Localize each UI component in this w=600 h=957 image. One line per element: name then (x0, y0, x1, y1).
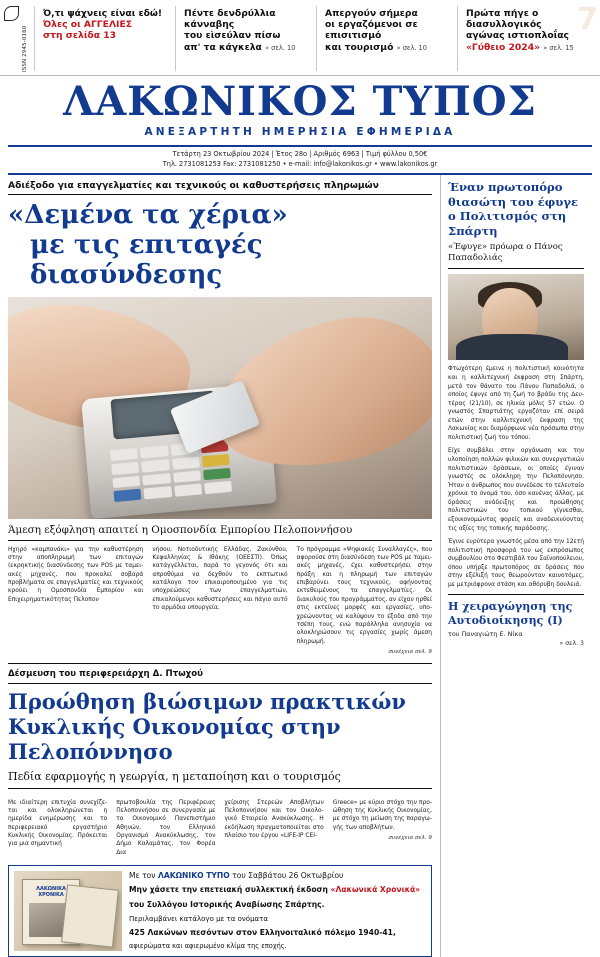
body-columns (0, 175, 600, 957)
teaser-classifieds[interactable] (34, 6, 169, 71)
lead-continue-label[interactable]: συνέχεια σελ. 9 (388, 649, 432, 656)
lead-photo-caption: Άμεση εξόφληση απαιτεί η Ομοσπονδία Εμπορίου Πελοποννήσου (8, 519, 432, 541)
promo-line-1 (129, 871, 426, 881)
second-body-columns (8, 794, 432, 858)
promo-paper-name: ΛΑΚΩΝΙΚΟ ΤΥΠΟ (157, 871, 230, 881)
second-continue-label[interactable]: συνέχεια σελ. 9 (388, 835, 432, 842)
pos-terminal-card-payment-photo (8, 297, 432, 519)
right-foot-headline[interactable]: Η χειραγώγηση της Αυτοδιοίκησης (Ι) (448, 600, 573, 627)
teaser-line-with-ref (466, 42, 586, 53)
book-cover-back (61, 885, 119, 948)
teaser-sailing[interactable] (457, 6, 592, 71)
right-body (448, 365, 584, 589)
masthead-subtitle: ΑΝΕΞΑΡΤΗΤΗ ΗΜΕΡΗΣΙΑ ΕΦΗΜΕΡΙΔΑ (144, 126, 456, 138)
leaf-logo-icon (4, 6, 19, 21)
promo-line2b: «Λακωνικά Χρονικά» (330, 885, 421, 895)
main-column (8, 175, 440, 957)
teaser-line: Πρώτα πήγε ο διασυλλογικός (466, 8, 542, 31)
lead-headline-line1: «Δεμένα τα χέρια» (8, 200, 288, 231)
right-body-p2: Είχε συμβάλει στην οργάνωση και την υλοποίηση πολλών φιλικών και συνεργατικών πολιτιστικών δράσεων, οι οποίες έγιναν γνωστές σε ολόκληρη την Πελοπόννησο. Ήταν ο άνθρωπος που συνέδεσε το τελευταίο χρόνια το όνομά του, όσο κανένας άλλος, με δράσεις ανάδειξης και προώθησης πολιτιστικών του τοπικού γίγνεσθαι, εξοικονομώντας φορείς και αναδεικνύοντας τις αξίες της τοπικής παράδοσης. (448, 448, 584, 532)
page-title: ΛΑΚΩΝΙΚΟΣ ΤΥΠΟΣ (63, 78, 537, 125)
second-body-col-2: πρωτοβουλία της Περιφέρειας Πελοποννήσου σε συνεργασία με το Οικονομικό Πανεπιστήμιο Αθηνών, τον Ελληνικό Οργανισμό Ανακύκλωσης, τον Δήμο Καλαμάτας, τον Φορέα Δια (116, 799, 216, 856)
teaser-line: αγώνας ιστιοπλοΐας (466, 30, 569, 42)
second-kicker: Δέσμευση του περιφερειάρχη Δ. Πτωχού (8, 664, 432, 684)
right-foot-page-ref[interactable]: » σελ. 3 (559, 639, 584, 647)
teaser-line: Απεργούν σήμερα (325, 8, 418, 19)
lead-headline[interactable] (8, 200, 432, 290)
promo-line-5: 425 Λακώνων πεσόντων στον Ελληνοιταλικό πόλεμο 1940-41, (129, 928, 396, 938)
second-body-text: Greece» με κύριο στόχο την προώθηση της Κυκλικής Οικονομίας, με στόχο τη μείωση της παραγωγής των αποβλήτων. (332, 799, 432, 831)
lead-body-col-1: Ηχηρό «καμπανάκι» για την καθυστέρηση στην απoπληρωμή των επιταγών (εκρηκτικής διασύνδεσης των POS με ταμειακές μηχανές, που προκαλεί σοβαρά προβλήματα σε επαγγελματίες και τεχνικούς κρούει η Ομοσπονδία Εμπορίου και Επιχειρηματικότητας Πελοπον (8, 546, 144, 603)
teaser-line: και τουρισμό (325, 41, 394, 53)
lead-body-text: Το πρόγραμμα «Ψηφιακές Συναλλαγές», που αφορούσε στη διασύνδεση των POS με ταμειακές μηχανές, έχει καθυστερήσει στην πράξη και η πληρωμή των επιταγών επιβαρύνει τους τεχνικούς, αφήνοντας εκτεθειμένους τα επαγγελματίες. Οι διακυλούς του προγράμματος, αν είχαν ηρθεί στις εκτείνες μορφές και εργασίες, υποχρεώνοντας να καλύψουν το έξοδα από την τσέπη τους, ενώ παράλληλα ανησυχία να ολοκληρώσουν τις εργασίες χωρίς άμεση πληρωμή. (296, 546, 432, 645)
right-headline[interactable]: Έναν πρωτοπόρο θιασώτη του έφυγε ο Πολιτισμός στη Σπάρτη (448, 180, 579, 238)
teaser-line-with-ref (325, 42, 445, 53)
right-body-p1: Φτωχότερη έμεινε η πολιτιστική κοινότητα και η καλλιτεχνική έκφραση στη Σπάρτη, μετά τον θάνατο του Πάνου Παπαδολιά, ο οποίος έφυγε από τη ζωή το βράδυ της Δευτέρας (21/10), σε ηλικία μόλις 57 ετών. Ο γνωστός Σπαρτιάτης εργαζόταν επί σειρά ετών στην καλλιτεχνική έκφραση της Λακωνίας και διαμόρφωνε νέα πρόσωπα στην πολιτιστική ζωή του τόπου. (448, 366, 584, 441)
second-body-col-3: χείρισης Στερεών Αποβλήτων Πελοποννήσου και τον Οικολογικό Εταιρείο Ανακύκλωσης. Η εκδήλωση πραγματοποιείται στο πλαίσιο του έργου «LIFE-IP CEI- (224, 799, 324, 840)
book-cover-title: ΛΑΚΩΝΙΚΑ ΧΡΟΝΙΚΑ (36, 886, 66, 899)
promo-box[interactable] (8, 865, 432, 957)
lead-headline-line2: με τις επιταγές διασύνδεσης (30, 230, 263, 291)
panos-papadolias-portrait-photo (448, 274, 584, 360)
teaser-red-line: στη σελίδα 13 (43, 30, 117, 42)
promo-line-2 (129, 885, 426, 895)
second-headline[interactable] (8, 689, 432, 765)
second-body-col-4 (333, 799, 432, 858)
promo-text (129, 871, 426, 951)
promo-date: του Σαββάτου 26 Οκτωβρίου (232, 871, 344, 881)
portrait-shoulders-shape (456, 334, 568, 360)
second-headline-line1: Προώθηση βιώσιμων πρακτικών (8, 689, 406, 714)
issue-info-line2: Τηλ. 2731081253 Fax: 2731081250 • e-mail: info@lakonikos.gr • www.lakonikos.gr (162, 159, 438, 168)
right-divider (448, 594, 584, 595)
lakonika-chronika-books-photo (14, 871, 122, 951)
right-column (440, 175, 584, 957)
teaser-red-line: Όλες οι ΑΓΓΕΛΙΕΣ (43, 19, 133, 31)
masthead (0, 76, 600, 140)
lead-body-columns (8, 541, 432, 657)
teaser-page-ref: » σελ. 15 (543, 43, 574, 52)
pos-terminal-keypad (110, 440, 232, 502)
teaser-page-ref: » σελ. 10 (396, 43, 427, 52)
spine-block (4, 4, 32, 74)
promo-line-6: αφιερώματα και αφιερωμένο κλίμα της εποχής. (129, 941, 287, 950)
teaser-page-ref: » σελ. 10 (265, 43, 296, 52)
issue-info-bar (8, 147, 592, 175)
teaser-strike[interactable] (316, 6, 451, 71)
lead-kicker: Αδιέξοδο για επαγγελματίες και τεχνικούς οι καθυστερήσεις πληρωμών (8, 175, 432, 195)
promo-line2a: Μην χάσετε την επετειακή συλλεκτική έκδοση (129, 885, 328, 895)
promo-line-3: του Συλλόγου Ιστορικής Αναβίωσης Σπάρτης. (129, 899, 325, 909)
teaser-line: Ό,τι ψάχνεις είναι εδώ! (43, 8, 163, 19)
teaser-line: του εὶσεύλαν πίσω (184, 30, 281, 42)
lead-body-col-2: νήσου, Νοτιοδυτικής Ελλάδας, Ζακύνθου, Κεφαλληνίας & Ιθάκης (ΟΕΕΣΤΙ). Όπως κατάγγέλλεται, παρά το γεγονός ότι και απροθύμια να δεχθούν το εκπτωτικό κατάλογο τον επικαιροποιημένο για τις υποχρεώσεις των επαγγελματιών, επικαλούμενοι καθυστερήσεις και πάγιο αυτό το αρμόδια υπουργεία. (152, 546, 288, 612)
teaser-line: Πέντε δενδρύλλια κάνναβης (184, 8, 276, 31)
teaser-cannabis[interactable] (175, 6, 310, 71)
teaser-line-with-ref (184, 42, 304, 53)
promo-intro: Με τον (129, 871, 156, 881)
right-foot-byline: του Παναγιώτη Ε. Νίκα (448, 629, 523, 638)
teaser-line: οι εργαζόμενοι σε επισιτισμό (325, 19, 418, 42)
issue-info-line1: Τετάρτη 23 Οκτωβρίου 2024 | Έτος 28ο | Αριθμός 6963 | Τιμή φύλλου 0,50€ (172, 150, 428, 158)
second-headline-line2: Κυκλικής Οικονομίας στην Πελοπόννησο (8, 714, 341, 765)
right-body-p3: Έγινε ευρύτερα γνωστός μέσα από την 12ετή πολιτιστική προσφορά του ως εκπρόσωπος συμβουλίου στο Φεστιβάλ του Σαϊνοπούλειου, όπου υπήρξε πρωτοπόρος σε δράσεις που στην εξέλιξή τους θεωρούνταν καινοτόμες, με μετριόφρονα στάση και αθόρυβη δουλειά. (448, 539, 584, 588)
second-body-col-1: Με ιδιαίτερη επιτυχία συνεχίζεται και ολοκληρώνεται η ημερίδα ενημέρωσης και το περιφερειακό εργαστήριο Κυκλικής Οικονομίας. Πρόκειται για μια σημαντική (8, 799, 108, 848)
promo-line-4: Περιλαμβάνει κατάλογο με τα ονόματα (129, 914, 268, 923)
teaser-red-line: «Γύθειο 2024» (466, 41, 541, 53)
teaser-line: απ' τα κάγκελα (184, 41, 262, 53)
second-subhead: Πεδία εφαρμογής η γεωργία, η μεταποίηση και ο τουρισμός (8, 770, 432, 789)
right-subhead: «Έφυγε» πρόωρα ο Πάνος Παπαδολιάς (448, 242, 584, 269)
top-teaser-strip (0, 0, 600, 76)
decorative-watermark: 7 (577, 2, 598, 37)
issn-text: ISSN 2945-0160 (22, 25, 28, 72)
lead-body-col-3 (297, 546, 432, 657)
